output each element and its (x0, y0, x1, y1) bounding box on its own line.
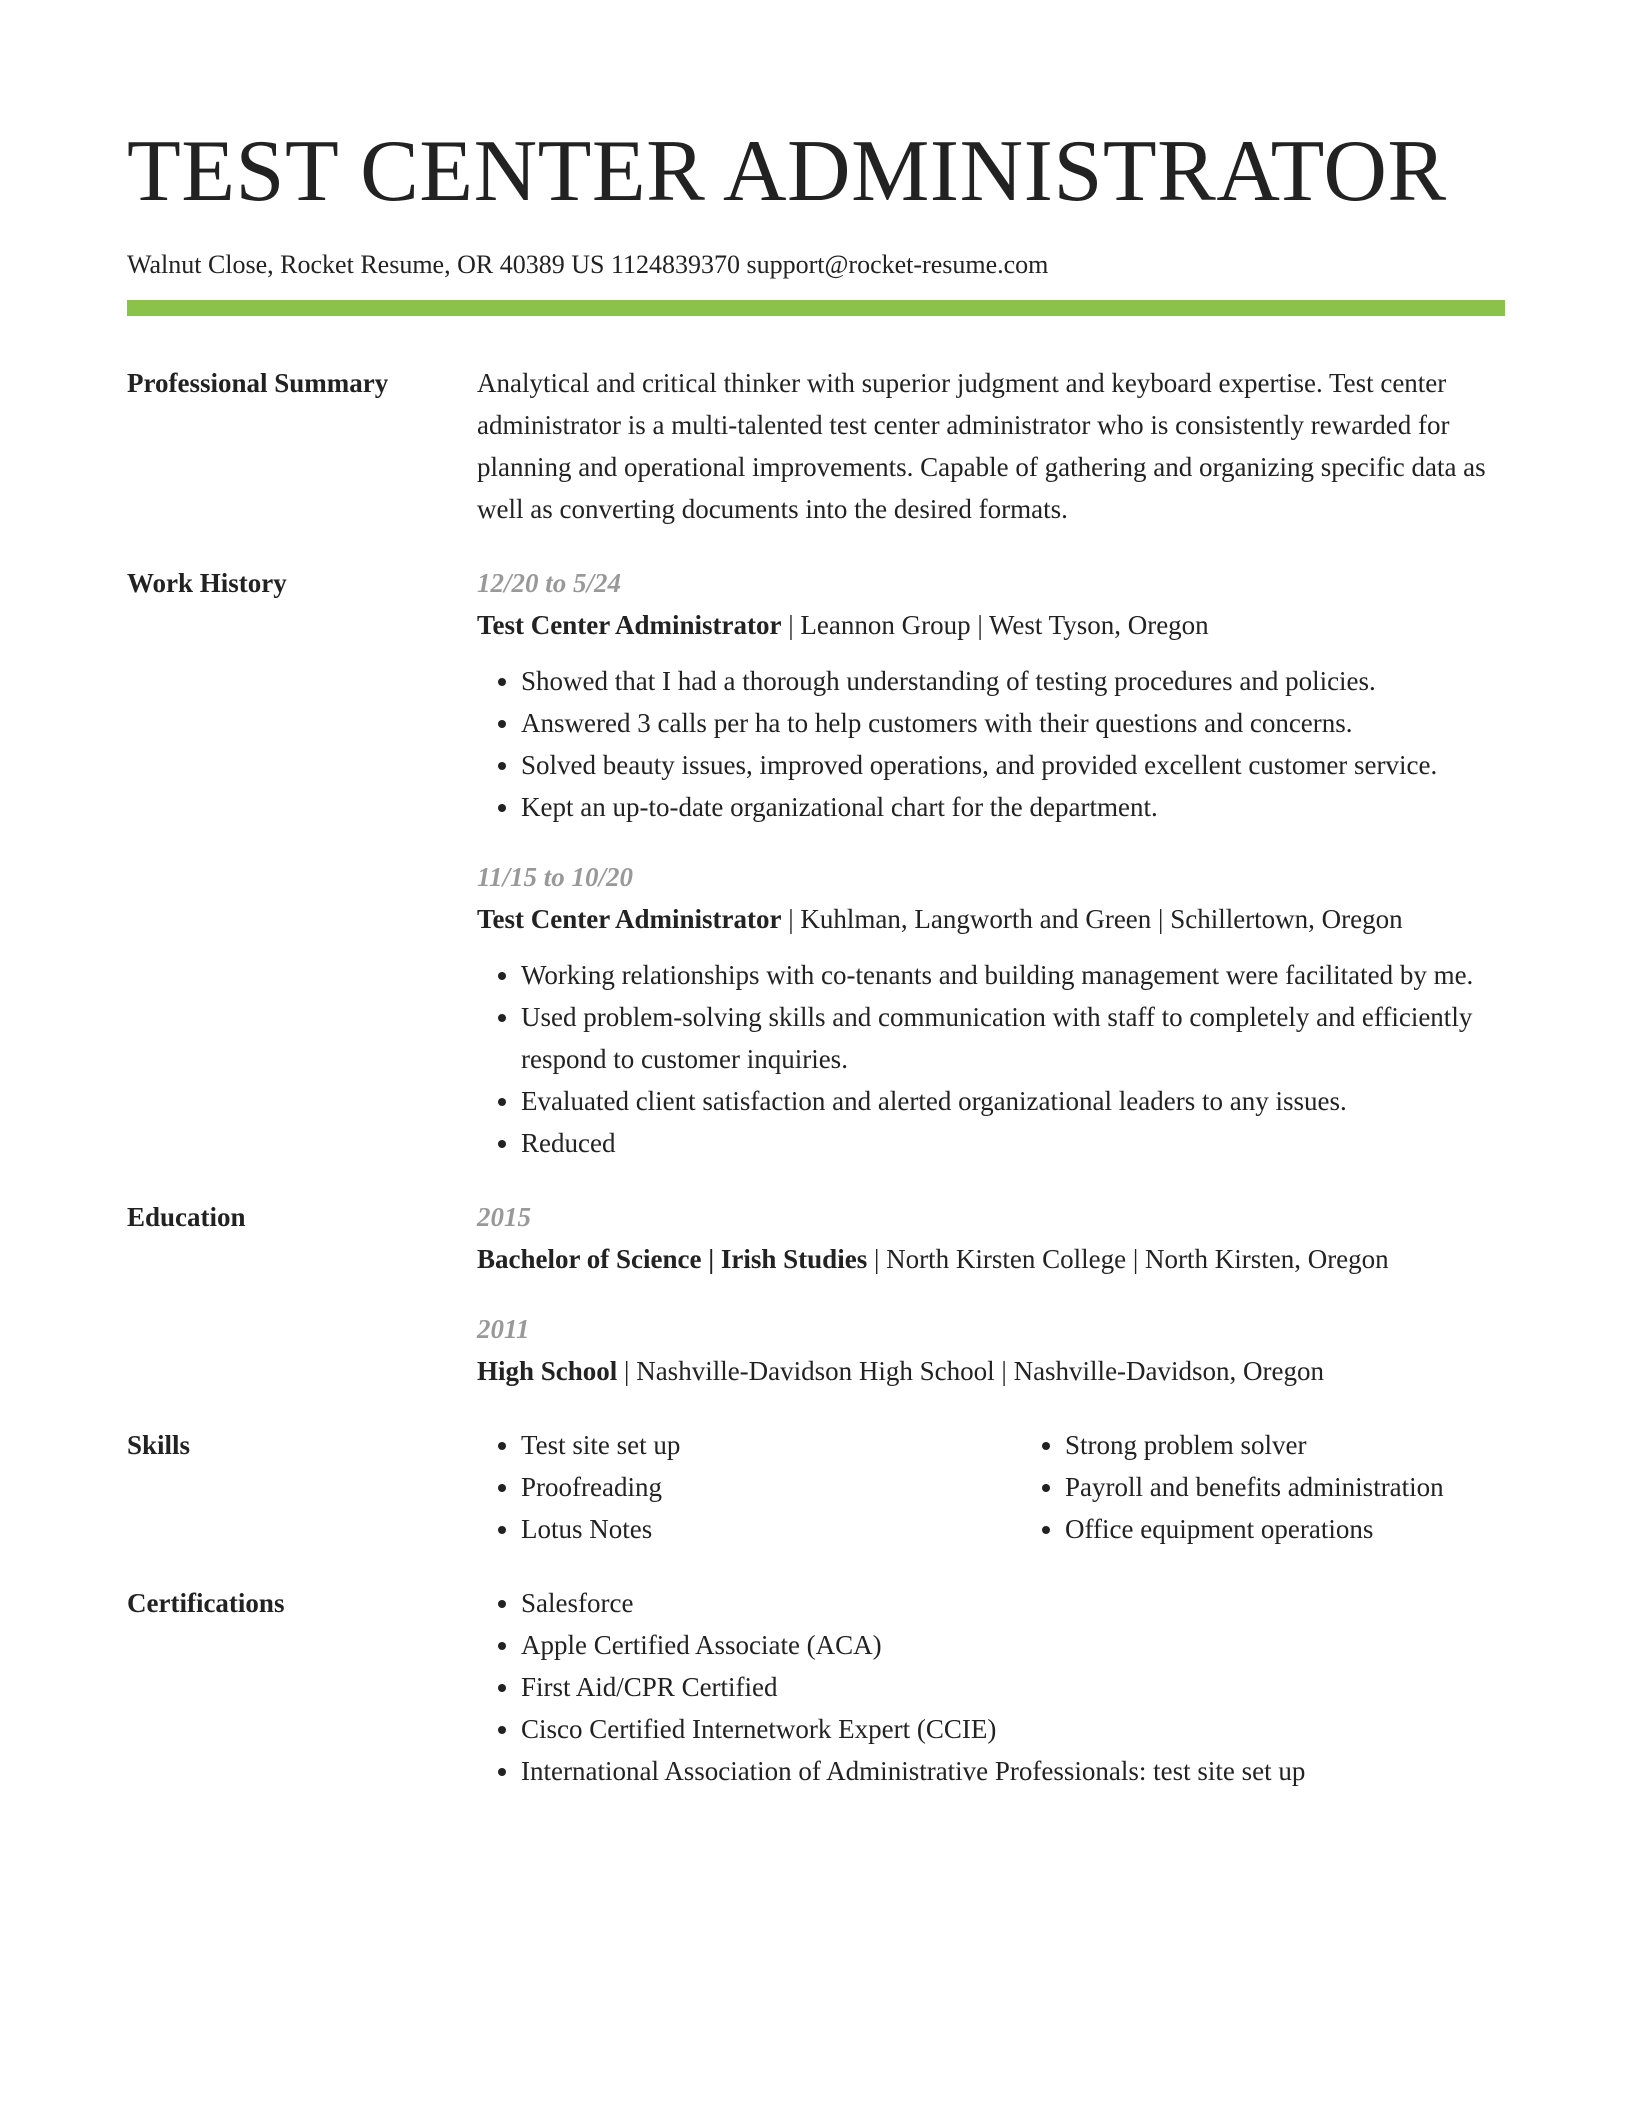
list-item: • Payroll and benefits administration (1065, 1466, 1565, 1508)
list-item: • International Association of Administrative Professionals: test site set up (521, 1750, 1505, 1792)
education-line (477, 1350, 1505, 1392)
job-entry (477, 562, 1505, 828)
section-title: Education (127, 1202, 246, 1232)
education-year: 2015 (477, 1202, 531, 1232)
summary-section (127, 362, 1505, 530)
job-role: Test Center Administrator (477, 904, 782, 934)
list-item: • Solved beauty issues, improved operations, and provided excellent customer service. (521, 744, 1505, 786)
certifications-section (127, 1582, 1505, 1792)
list-item: • First Aid/CPR Certified (521, 1666, 1505, 1708)
list-item: • Working relationships with co-tenants and building management were facilitated by me. (521, 954, 1505, 996)
list-item: • Reduced (521, 1122, 1505, 1164)
skills-grid (477, 1424, 1565, 1550)
job-dates: 11/15 to 10/20 (477, 862, 634, 892)
job-entry (477, 856, 1505, 1164)
education-details: | North Kirsten College | North Kirsten, Oregon (867, 1244, 1389, 1274)
header-divider (127, 300, 1505, 316)
section-title: Professional Summary (127, 368, 389, 398)
job-title-line (477, 604, 1505, 646)
list-item: • Strong problem solver (1065, 1424, 1565, 1466)
job-bullets (477, 660, 1505, 828)
education-line (477, 1238, 1505, 1280)
list-item: • Test site set up (521, 1424, 1021, 1466)
job-dates: 12/20 to 5/24 (477, 568, 622, 598)
job-role: Test Center Administrator (477, 610, 782, 640)
list-item: • Office equipment operations (1065, 1508, 1565, 1550)
section-title: Certifications (127, 1588, 285, 1618)
contact-line: Walnut Close, Rocket Resume, OR 40389 US 1124839370 support@rocket-resume.com (127, 250, 1049, 279)
education-entry (477, 1196, 1505, 1280)
skills-section (127, 1424, 1505, 1550)
section-title: Skills (127, 1430, 191, 1460)
skills-list-left (477, 1424, 1021, 1550)
list-item: • Showed that I had a thorough understanding of testing procedures and policies. (521, 660, 1505, 702)
summary-text: Analytical and critical thinker with superior judgment and keyboard expertise. Test center administrator is a multi-talented test center administrator who is consistently rewarded for planning and operational improvements. Capable of gathering and organizing specific data as well as converting documents into the desired formats. (477, 368, 1486, 524)
education-details: | Nashville-Davidson High School | Nashville-Davidson, Oregon (617, 1356, 1325, 1386)
degree: High School (477, 1356, 618, 1386)
job-title-line (477, 898, 1505, 940)
list-item: • Used problem-solving skills and communication with staff to completely and efficiently respond to customer inquiries. (521, 996, 1505, 1080)
list-item: • Kept an up-to-date organizational chart for the department. (521, 786, 1505, 828)
education-year: 2011 (477, 1314, 530, 1344)
list-item: • Apple Certified Associate (ACA) (521, 1624, 1505, 1666)
degree: Bachelor of Science | Irish Studies (477, 1244, 868, 1274)
list-item: • Cisco Certified Internetwork Expert (CCIE) (521, 1708, 1505, 1750)
job-details: | Kuhlman, Langworth and Green | Schillertown, Oregon (781, 904, 1403, 934)
certifications-list (477, 1582, 1505, 1792)
list-item: • Lotus Notes (521, 1508, 1021, 1550)
work-history-section (127, 562, 1505, 1164)
resume-name: TEST CENTER ADMINISTRATOR (127, 123, 1447, 220)
list-item: • Salesforce (521, 1582, 1505, 1624)
list-item: • Evaluated client satisfaction and alerted organizational leaders to any issues. (521, 1080, 1505, 1122)
education-section (127, 1196, 1505, 1392)
job-details: | Leannon Group | West Tyson, Oregon (781, 610, 1209, 640)
education-entry (477, 1308, 1505, 1392)
job-bullets (477, 954, 1505, 1164)
section-title: Work History (127, 568, 287, 598)
list-item: • Proofreading (521, 1466, 1021, 1508)
list-item: • Answered 3 calls per ha to help customers with their questions and concerns. (521, 702, 1505, 744)
skills-list-right (1021, 1424, 1565, 1550)
